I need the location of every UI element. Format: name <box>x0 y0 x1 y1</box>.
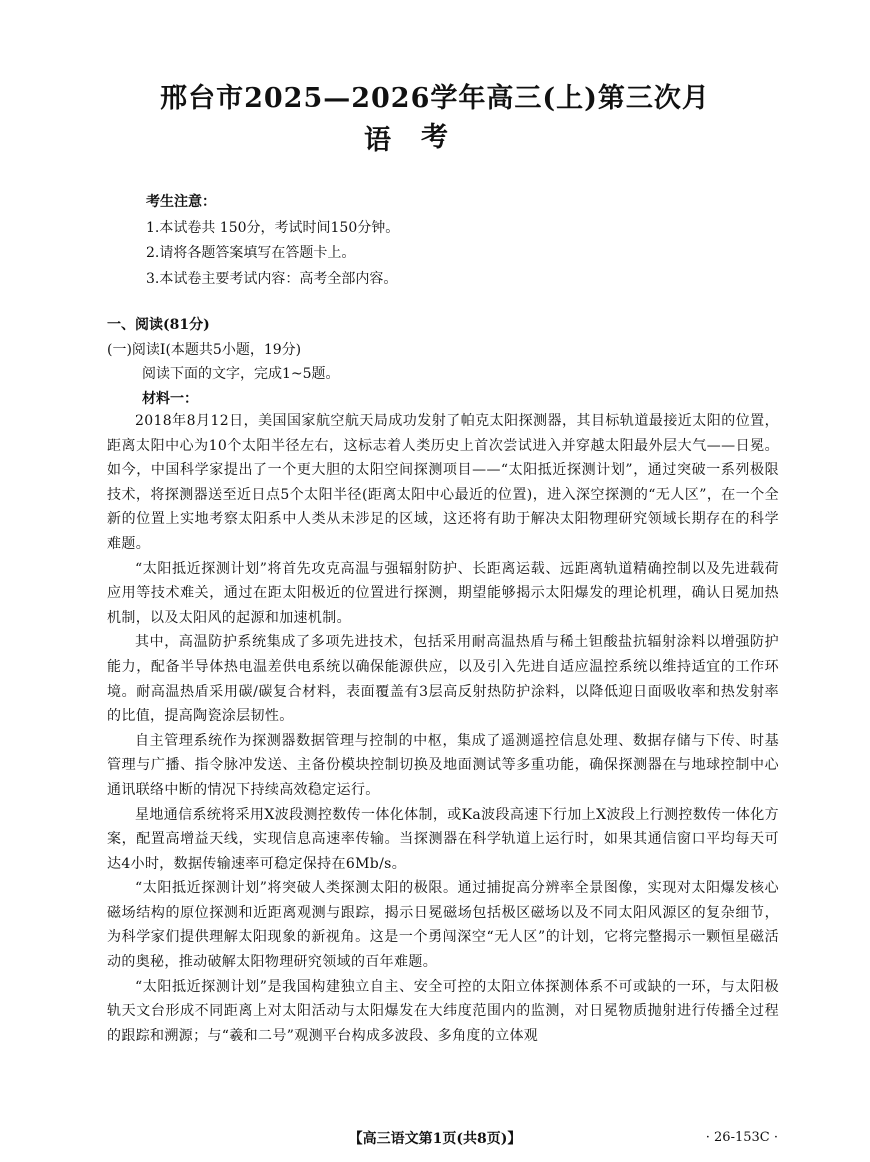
paragraph-4: 自主管理系统作为探测器数据管理与控制的中枢，集成了遥测遥控信息处理、数据存储与下传、时基管理与广播、指令脉冲发送、主备份模块控制切换及地面测试等多重功能，确保探测器在与地球控制中心通讯联络中断的情况下持续高效稳定运行。 <box>107 732 779 798</box>
paragraph-1: 2018年8月12日，美国国家航空航天局成功发射了帕克太阳探测器，其目标轨道最接近太阳的位置，距离太阳中心为10个太阳半径左右，这标志着人类历史上首次尝试进入并穿越太阳最外层大气——日冕。如今，中国科学家提出了一个更大胆的太阳空间探测项目——“太阳抵近探测计划”，通过突破一系列极限技术，将探测器送至近日点5个太阳半径(距离太阳中心最近的位置)，进入深空探测的“无人区”，在一个全新的位置上实地考察太阳系中人类从未涉足的区域，这还将有助于解决太阳物理研究领域长期存在的科学难题。 <box>107 413 779 552</box>
notice-item-2: 2.请将各题答案填写在答题卡上。 <box>146 245 356 261</box>
notice-item-1: 1.本试卷共 150分，考试时间150分钟。 <box>146 219 400 236</box>
paragraph-7: “太阳抵近探测计划”是我国构建独立自主、安全可控的太阳立体探测体系不可或缺的一环，与太阳极轨天文台形成不同距离上对太阳活动与太阳爆发在大纬度范围内的监测，对日冕物质抛射进行传播全过程的跟踪和溯源；与“羲和二号”观测平台构成多波段、多角度的立体观 <box>107 978 779 1044</box>
page-label: 【高三语文第1页(共8页)】 <box>348 1131 522 1147</box>
paragraph-2: “太阳抵近探测计划”将首先攻克高温与强辐射防护、长距离运载、远距离轨道精确控制以及先进载荷应用等技术难关，通过在距太阳极近的位置进行探测，期望能够揭示太阳爆发的理论机理，确认日冕加热机制，以及太阳风的起源和加速机制。 <box>107 560 779 626</box>
notice-heading: 考生注意： <box>146 194 216 210</box>
notice-item-3: 3.本试卷主要考试内容：高考全部内容。 <box>146 270 398 287</box>
material-label: 材料一： <box>142 390 198 407</box>
candidate-notice <box>146 190 666 292</box>
exam-title: 邢台市2025—2026学年高三(上)第三次月考 <box>160 83 710 153</box>
paragraph-6: “太阳抵近探测计划”将突破人类探测太阳的极限。通过捕捉高分辨率全景图像，实现对太阳爆发核心磁场结构的原位探测和近距离观测与跟踪，揭示日冕磁场包括极区磁场以及不同太阳风源区的复杂细节，为科学家们提供理解太阳现象的新视角。这是一个勇闯深空“无人区”的计划，它将完整揭示一颗恒星磁活动的奥秘，推动破解太阳物理研究领域的百年难题。 <box>107 880 779 971</box>
sub-title: (一)阅读Ⅰ(本题共5小题，19分) <box>107 341 302 358</box>
exam-code: · 26-153C · <box>705 1130 778 1145</box>
reading-section-header <box>107 313 787 411</box>
subject-title: 语 <box>364 125 391 156</box>
paragraph-5: 星地通信系统将采用X波段测控数传一体化体制，或Ka波段高速下行加上X波段上行测控数传一体化方案，配置高增益天线，实现信息高速率传输。当探测器在科学轨道上运行时，如果其通信窗口平均每天可达4小时，数据传输速率可稳定保持在6Mb/s。 <box>107 806 779 872</box>
page-footer <box>0 1128 870 1150</box>
part-title: 一、阅读(81分) <box>107 317 210 333</box>
paragraph-3: 其中，高温防护系统集成了多项先进技术，包括采用耐高温热盾与稀土钽酸盐抗辐射涂料以增强防护能力，配备半导体热电温差供电系统以确保能源供应，以及引入先进自适应温控系统以维持适宜的工作环境。耐高温热盾采用碳/碳复合材料，表面覆盖有3层高反射热防护涂料，以降低迎日面吸收率和热发射率的比值，提高陶瓷涂层韧性。 <box>107 634 779 725</box>
instruction: 阅读下面的文字，完成1~5题。 <box>142 366 340 382</box>
material-body <box>107 409 779 1048</box>
